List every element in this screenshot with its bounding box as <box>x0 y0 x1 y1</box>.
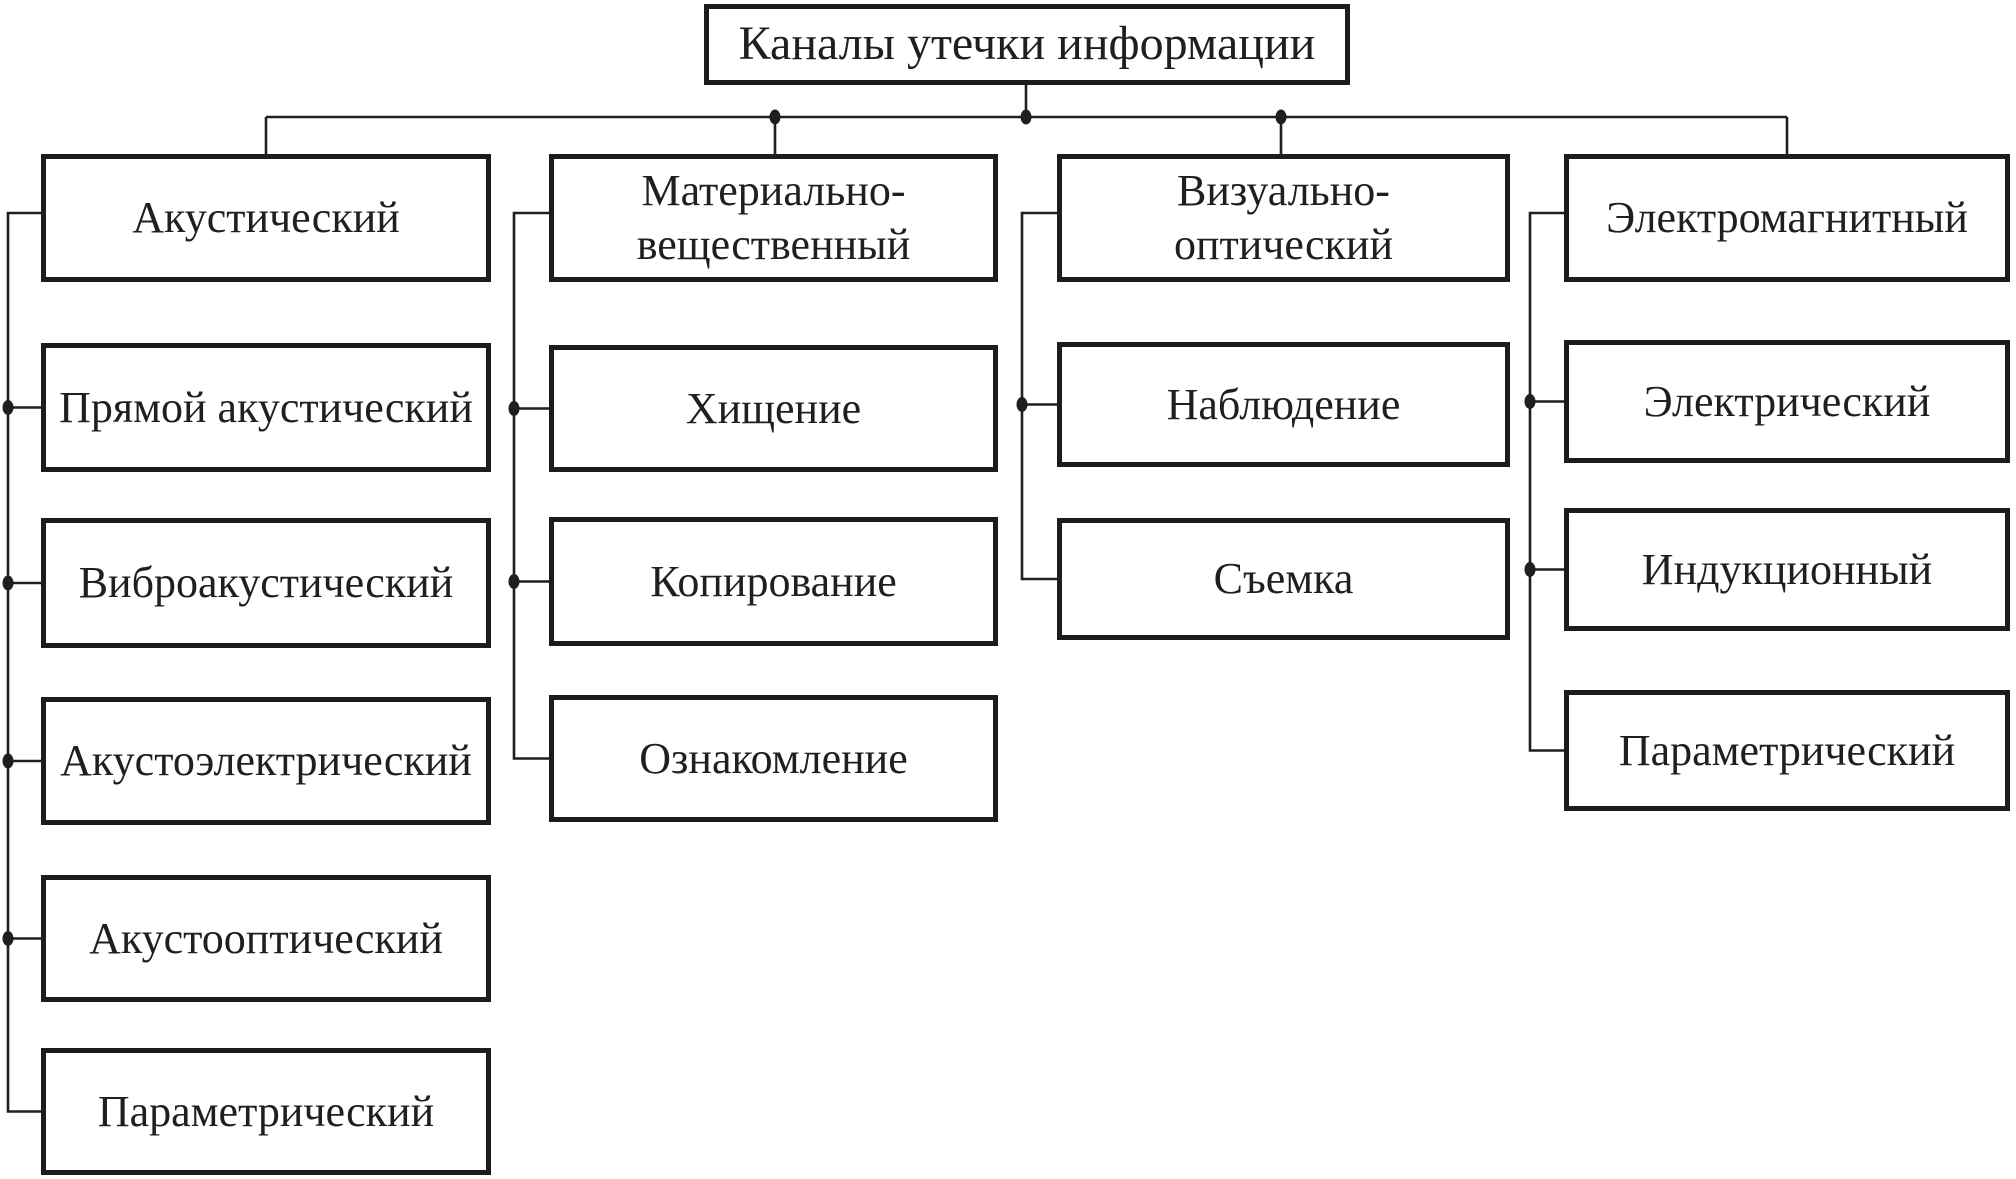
junction-dot <box>3 576 14 591</box>
node-label: Электрический <box>1643 376 1931 426</box>
node-label: Акустоэлектрический <box>60 736 472 786</box>
node-label: Съемка <box>1213 554 1354 604</box>
node-label: Параметрический <box>97 1086 435 1136</box>
junction-dot <box>770 110 781 125</box>
node-label: оптический <box>1173 220 1394 269</box>
node-induction <box>1564 508 2010 631</box>
node-title-label: Каналы утечки информации <box>738 17 1316 71</box>
node-material-header <box>549 154 998 282</box>
node-label: Прямой акустический <box>59 382 473 432</box>
node-acoustoelectric <box>41 697 491 825</box>
node-label: Наблюдение <box>1166 379 1401 429</box>
node-copying <box>549 517 998 646</box>
junction-dot <box>1017 397 1028 412</box>
node-label: Визуально- <box>1177 166 1390 216</box>
node-label: Ознакомление <box>639 733 908 783</box>
col4-rail <box>1530 213 1564 751</box>
node-label: Электромагнитный <box>1606 193 1968 243</box>
node-electromagnetic-header <box>1564 154 2010 282</box>
col2-rail <box>514 213 549 759</box>
junction-dot <box>509 401 520 416</box>
junction-dot <box>1276 110 1287 125</box>
node-familiarization <box>549 695 998 822</box>
node-direct-acoustic <box>41 343 491 472</box>
junction-dot <box>3 931 14 946</box>
node-visual-optical-header <box>1057 154 1510 282</box>
node-title <box>704 4 1350 85</box>
col3-rail <box>1022 213 1057 579</box>
node-electric <box>1564 340 2010 463</box>
node-label: Акустооптический <box>89 913 443 963</box>
node-acoustic-header <box>41 154 491 282</box>
junction-dot <box>509 574 520 589</box>
node-observation <box>1057 342 1510 467</box>
node-label: Параметрический <box>1618 725 1956 775</box>
node-filming <box>1057 518 1510 640</box>
col1-rail <box>8 213 41 1112</box>
node-vibroacoustic <box>41 518 491 648</box>
junction-dot <box>1525 394 1536 409</box>
node-label: Виброакустический <box>78 558 454 608</box>
node-label: Индукционный <box>1641 544 1933 594</box>
junction-dot <box>3 754 14 769</box>
node-label: Акустический <box>132 193 400 243</box>
junction-dot <box>3 400 14 415</box>
node-acoustooptic <box>41 875 491 1002</box>
node-parametric-em <box>1564 690 2010 811</box>
node-label: Копирование <box>650 556 897 606</box>
node-label: вещественный <box>636 220 911 269</box>
junction-dot <box>1021 110 1032 125</box>
node-parametric-acoustic <box>41 1048 491 1175</box>
node-label: Материально- <box>641 166 906 216</box>
node-theft <box>549 345 998 472</box>
node-label: Хищение <box>685 383 862 433</box>
junction-dot <box>1525 562 1536 577</box>
